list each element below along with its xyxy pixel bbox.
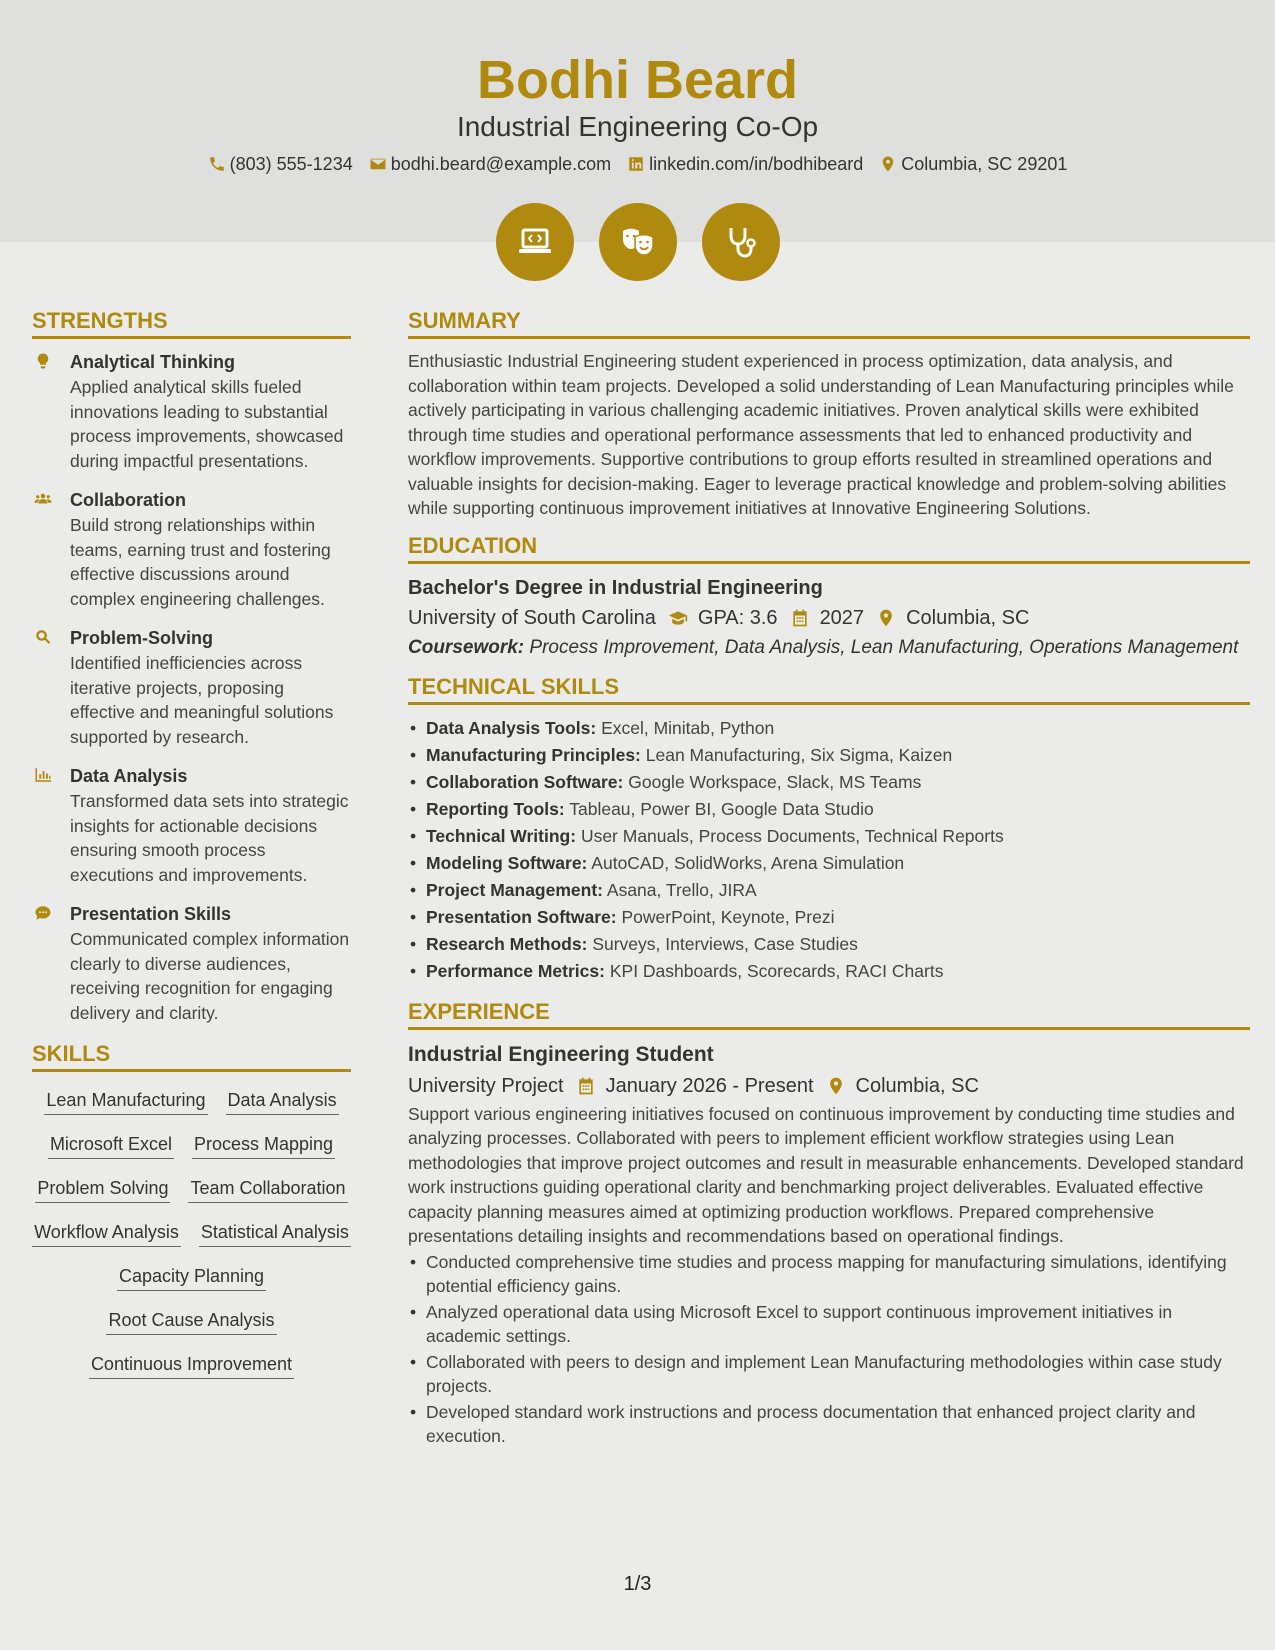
badge-masks (599, 203, 677, 281)
contact-email[interactable] (369, 151, 611, 177)
envelope-icon (369, 155, 387, 173)
coursework (408, 636, 1250, 660)
education-meta (408, 602, 1250, 634)
interest-badges (0, 203, 1275, 281)
list-item: • Analyzed operational data using Microsoft Excel to support continuous improvement initiatives in academic settings. (408, 1300, 1250, 1349)
candidate-name: Bodhi Beard (476, 50, 799, 110)
calendar-icon (790, 608, 810, 628)
contact-phone-text: (803) 555-1234 (229, 154, 353, 174)
strength-desc: Communicated complex information clearly to diverse audiences, receiving recognition for engaging delivery and clarity. (70, 929, 350, 1023)
users-icon (34, 490, 52, 508)
list-item: • Collaborated with peers to design and implement Lean Manufacturing methodologies within case study projects. (408, 1350, 1250, 1399)
tech-label: Performance Metrics: (426, 960, 605, 981)
tech-label: Collaboration Software: (426, 771, 624, 792)
list-item (408, 742, 1250, 769)
skill-tag: Process Mapping (192, 1132, 335, 1159)
school-location: Columbia, SC (906, 606, 1030, 629)
tech-value: PowerPoint, Keynote, Prezi (621, 906, 835, 927)
strength-desc: Transformed data sets into strategic insights for actionable decisions ensuring smooth process executions and improvements. (70, 791, 349, 885)
left-column (32, 306, 351, 1379)
theater-masks-icon (618, 222, 658, 262)
tech-label: Technical Writing: (426, 825, 577, 846)
tech-value: Google Workspace, Slack, MS Teams (628, 771, 922, 792)
skill-tag: Root Cause Analysis (106, 1308, 276, 1335)
skills-heading: SKILLS (32, 1039, 351, 1072)
skill-tag: Problem Solving (35, 1176, 170, 1203)
skill-tag: Capacity Planning (117, 1264, 266, 1291)
skill-tag: Data Analysis (226, 1088, 339, 1115)
list-item (408, 823, 1250, 850)
summary-text: Enthusiastic Industrial Engineering student experienced in process optimization, data analysis, and collaboration within team projects. Developed a solid understanding of Lean Manufacturing principles while actively participating in various challenging academic initiatives. Proven analytical skills were exhibited through time studies and operational performance assessments that led to enhanced productivity and workflow improvements. Supportive contributions to group efforts resulted in streamlined operations and valuable insights for decision-making. Eager to leverage practical knowledge and problem-solving abilities while supporting continuous improvement initiatives at Innovative Engineering Solutions. (408, 351, 1234, 518)
strength-item (32, 625, 351, 749)
skill-tag: Continuous Improvement (89, 1352, 294, 1379)
list-item: • Developed standard work instructions and process documentation that enhanced project clarity and execution. (408, 1400, 1250, 1449)
coursework-list: Process Improvement, Data Analysis, Lean Manufacturing, Operations Management (529, 636, 1239, 658)
lightbulb-icon (34, 352, 52, 370)
graduation-cap-icon (668, 608, 688, 628)
list-item (408, 931, 1250, 958)
list-item (408, 769, 1250, 796)
coursework-label: Coursework: (408, 636, 525, 658)
school-name: University of South Carolina (408, 606, 656, 629)
strength-item (32, 763, 351, 887)
badge-laptop (496, 203, 574, 281)
tech-label: Research Methods: (426, 933, 588, 954)
badge-stethoscope (702, 203, 780, 281)
job-title-heading: Industrial Engineering Co-Op (456, 111, 819, 142)
contact-location (879, 151, 1067, 177)
laptop-code-icon (515, 222, 555, 262)
strengths-heading: STRENGTHS (32, 306, 351, 339)
contact-phone[interactable] (208, 151, 353, 177)
list-item (408, 958, 1250, 985)
location-pin-icon (826, 1076, 846, 1096)
technical-skills-heading: TECHNICAL SKILLS (408, 672, 1250, 705)
strength-desc: Applied analytical skills fueled innovations leading to substantial process improvements, showcased during impactful presentations. (70, 377, 344, 471)
location-pin-icon (879, 155, 897, 173)
list-item (408, 715, 1250, 742)
strength-item (32, 901, 351, 1025)
experience-heading: EXPERIENCE (408, 997, 1250, 1030)
skill-tag: Lean Manufacturing (44, 1088, 207, 1115)
job-bullets (408, 1250, 1250, 1449)
job-org: University Project (408, 1074, 564, 1097)
tech-value: Asana, Trello, JIRA (606, 879, 757, 900)
tech-value: AutoCAD, SolidWorks, Arena Simulation (591, 852, 905, 873)
job-role: Industrial Engineering Student (408, 1042, 714, 1066)
strength-desc: Identified inefficiencies across iterative projects, proposing effective and meaningful solutions supported by research. (70, 653, 334, 747)
skill-tag: Statistical Analysis (199, 1220, 351, 1247)
location-pin-icon (876, 608, 896, 628)
stethoscope-icon (721, 222, 761, 262)
tech-value: Surveys, Interviews, Case Studies (592, 933, 858, 954)
tech-value: Tableau, Power BI, Google Data Studio (569, 798, 874, 819)
right-column (408, 306, 1250, 1449)
strength-name: Problem-Solving (70, 628, 214, 648)
calendar-icon (576, 1076, 596, 1096)
list-item (408, 850, 1250, 877)
list-item (408, 796, 1250, 823)
contact-email-text: bodhi.beard@example.com (390, 154, 612, 174)
job-location: Columbia, SC (855, 1074, 979, 1097)
bar-chart-icon (34, 766, 52, 784)
degree-name: Bachelor's Degree in Industrial Engineering (408, 576, 823, 599)
strength-item (32, 349, 351, 473)
tech-label: Data Analysis Tools: (426, 717, 597, 738)
skill-tag: Workflow Analysis (32, 1220, 181, 1247)
contact-location-text: Columbia, SC 29201 (901, 154, 1068, 174)
tech-label: Reporting Tools: (426, 798, 565, 819)
skill-tag: Microsoft Excel (48, 1132, 174, 1159)
technical-skills-list (408, 715, 1250, 985)
tech-label: Modeling Software: (426, 852, 588, 873)
tech-value: Excel, Minitab, Python (601, 717, 775, 738)
page-number: 1/3 (623, 1573, 652, 1595)
graduation-year: 2027 (819, 606, 865, 629)
strength-item (32, 487, 351, 611)
job-dates: January 2026 - Present (605, 1074, 814, 1097)
list-item: • Conducted comprehensive time studies and process mapping for manufacturing simulations, identifying potential efficiency gains. (408, 1250, 1250, 1299)
list-item (408, 904, 1250, 931)
comment-icon (34, 904, 52, 922)
search-icon (34, 628, 52, 646)
contact-bar (0, 151, 1275, 177)
strength-name: Analytical Thinking (70, 352, 236, 372)
tech-value: User Manuals, Process Documents, Technical Reports (580, 825, 1004, 846)
skill-tag: Team Collaboration (188, 1176, 347, 1203)
strength-name: Collaboration (70, 490, 186, 510)
strength-desc: Build strong relationships within teams, earning trust and fostering effective discussions around complex engineering challenges. (70, 515, 331, 609)
job-meta (408, 1070, 1250, 1102)
tech-label: Project Management: (426, 879, 603, 900)
tech-value: Lean Manufacturing, Six Sigma, Kaizen (645, 744, 953, 765)
list-item (408, 877, 1250, 904)
gpa: GPA: 3.6 (697, 606, 778, 629)
phone-icon (208, 155, 226, 173)
linkedin-icon (627, 155, 645, 173)
education-heading: EDUCATION (408, 531, 1250, 564)
tech-value: KPI Dashboards, Scorecards, RACI Charts (609, 960, 944, 981)
tech-label: Manufacturing Principles: (426, 744, 641, 765)
strength-name: Data Analysis (70, 766, 188, 786)
job-description: Support various engineering initiatives focused on continuous improvement by conducting time studies and analyzing processes. Collaborated with peers to implement efficient workflow strategies using Lean methodologies that improve project outcomes and result in measurable enhancements. Developed standard work instructions guiding operational clarity and benchmarking project deliverables. Evaluated effective capacity planning measures aimed at optimizing production workflows. Prepared comprehensive presentations detailing insights and recommendations based on operational findings. (408, 1103, 1244, 1246)
contact-linkedin[interactable] (627, 151, 863, 177)
summary-heading: SUMMARY (408, 306, 1250, 339)
skills-list (32, 1082, 351, 1379)
tech-label: Presentation Software: (426, 906, 617, 927)
strength-name: Presentation Skills (70, 904, 232, 924)
contact-linkedin-text: linkedin.com/in/bodhibeard (649, 154, 864, 174)
